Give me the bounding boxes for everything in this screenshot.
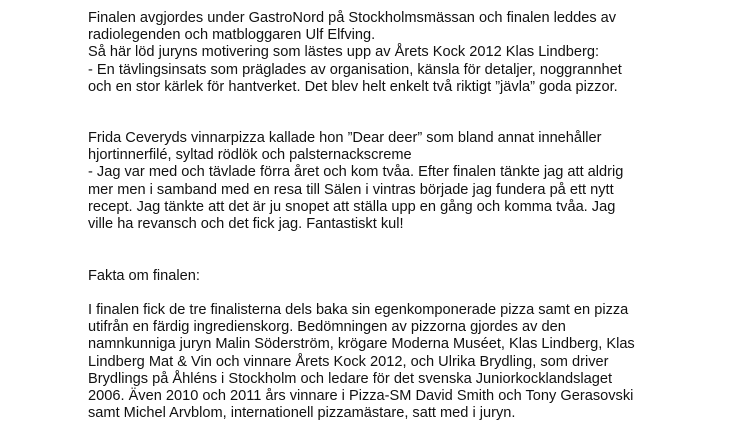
text-line: Finalen avgjordes under GastroNord på Stockholmsmässan och finalen leddes av xyxy=(88,10,617,26)
text-line: I finalen fick de tre finalisterna dels baka sin egenkomponerade pizza samt en pizza xyxy=(88,302,629,318)
text-line: 2006. Även 2010 och 2011 års vinnare i Pizza-SM David Smith och Tony Gerasovski xyxy=(88,387,634,404)
text-line: Så här löd juryns motivering som lästes upp av Årets Kock 2012 Klas Lindberg: xyxy=(88,44,600,61)
text-line: och en stor kärlek för hantverket. Det blev helt enkelt två riktigt ”jävla” goda pizzor. xyxy=(88,78,618,95)
text-line: radiolegenden och matbloggaren Ulf Elfving. xyxy=(88,27,376,44)
paragraph-final-facts xyxy=(88,302,635,422)
text-line: - En tävlingsinsats som präglades av organisation, känsla för detaljer, noggrannhet xyxy=(88,61,622,78)
paragraph-winner-quote xyxy=(88,130,623,233)
section-heading xyxy=(88,268,200,285)
heading-text: Fakta om finalen: xyxy=(88,268,200,284)
text-line: Frida Ceveryds vinnarpizza kallade hon ”Dear deer” som bland annat innehåller xyxy=(88,130,602,146)
text-line: ville ha revansch och det fick jag. Fantastiskt kul! xyxy=(88,215,404,232)
paragraph-final-intro xyxy=(88,10,622,96)
text-line: - Jag var med och tävlade förra året och kom tvåa. Efter finalen tänkte jag att aldrig xyxy=(88,164,624,181)
text-line: Brydlings på Åhléns i Stockholm och ledare för det svenska Juniorkocklandslaget xyxy=(88,370,613,387)
text-line: samt Michel Arvblom, internationell pizzamästare, satt med i juryn. xyxy=(88,405,516,422)
text-line: recept. Jag tänkte att det är ju snopet att ställa upp en gång och komma tvåa. Jag xyxy=(88,198,616,215)
text-line: hjortinnerfilé, syltad rödlök och palsternackscreme xyxy=(88,147,412,164)
text-line: namnkunniga juryn Malin Söderström, krögare Moderna Muséet, Klas Lindberg, Klas xyxy=(88,336,635,353)
text-line: mer men i samband med en resa till Sälen i vintras började jag fundera på ett nytt xyxy=(88,181,614,198)
text-line: utifrån en färdig ingredienskorg. Bedömningen av pizzorna gjordes av den xyxy=(88,319,566,336)
text-line: Lindberg Mat & Vin och vinnare Årets Kock 2012, och Ulrika Brydling, som driver xyxy=(88,353,609,370)
